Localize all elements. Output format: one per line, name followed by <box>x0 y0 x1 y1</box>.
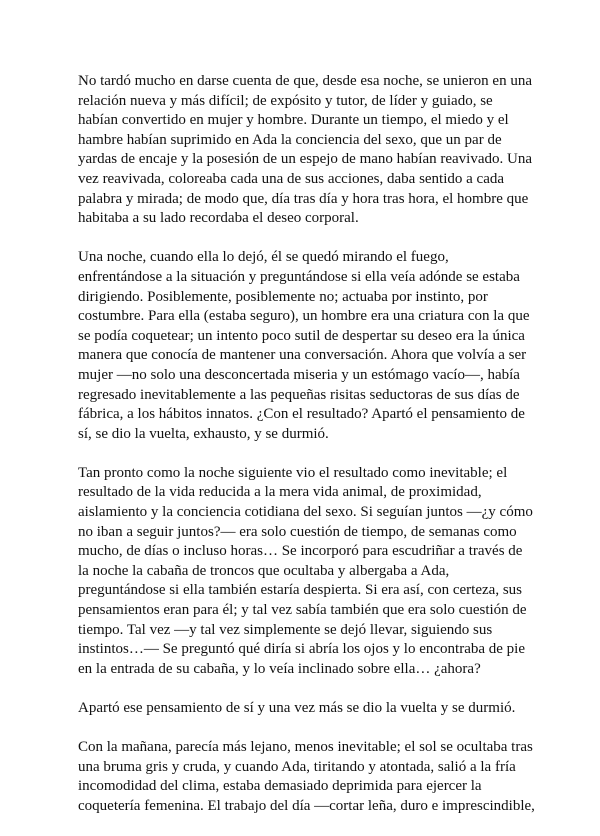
text-line: pensamientos eran para él; y tal vez sabía también que era solo cuestión de <box>78 602 527 619</box>
text-line: mucho, de días o incluso horas… Se incorporó para escudriñar a través de <box>78 543 523 560</box>
text-line: No tardó mucho en darse cuenta de que, desde esa noche, se unieron en una <box>78 73 532 89</box>
text-line: coquetería femenina. El trabajo del día —cortar leña, duro e imprescindible, <box>78 797 535 814</box>
text-line: habitaba a su lado recordaba el deseo corporal. <box>78 210 359 227</box>
paragraph-1 <box>78 72 532 229</box>
text-line: hambre habían suprimido en Ada la conciencia del sexo, que un par de <box>78 131 502 148</box>
document-page <box>78 72 535 836</box>
text-line: incomodidad del clima, estaba demasiado deprimida para ejercer la <box>78 778 482 795</box>
text-line: en la entrada de su cabaña, y lo veía inclinado sobre ella… ¿ahora? <box>78 660 481 677</box>
text-line: resultado de la vida reducida a la mera vida animal, de proximidad, <box>78 484 482 501</box>
paragraph-5 <box>78 738 535 816</box>
text-line: Una noche, cuando ella lo dejó, él se quedó mirando el fuego, <box>78 249 449 266</box>
text-line: Con la mañana, parecía más lejano, menos inevitable; el sol se ocultaba tras <box>78 739 533 756</box>
text-line: palabra y mirada; de modo que, día tras día y hora tras hora, el hombre que <box>78 190 529 207</box>
text-line: habían convertido en mujer y hombre. Durante un tiempo, el miedo y el <box>78 112 509 129</box>
text-line: una bruma gris y cruda, y cuando Ada, tiritando y atontada, salió a la fría <box>78 758 516 775</box>
text-line: sí, se dio la vuelta, exhausto, y se durmió. <box>78 425 329 442</box>
text-line: Tan pronto como la noche siguiente vio el resultado como inevitable; el <box>78 464 508 481</box>
text-line: yardas de encaje y la posesión de un espejo de mano habían reavivado. Una <box>78 151 532 168</box>
text-line: vez reavivada, coloreaba cada una de sus acciones, daba sentido a cada <box>78 170 505 187</box>
text-line: mujer —no solo una desconcertada miseria y un estómago vacío—, había <box>78 366 520 383</box>
text-line: la noche la cabaña de troncos que ocultaba y albergaba a Ada, <box>78 562 450 579</box>
paragraph-3 <box>78 464 533 680</box>
text-line: no iban a seguir juntos?— era solo cuestión de tiempo, de semanas como <box>78 523 517 540</box>
text-line: aislamiento y la conciencia cotidiana del sexo. Si seguían juntos —¿y cómo <box>78 504 533 521</box>
text-line: fábrica, a los hábitos innatos. ¿Con el resultado? Apartó el pensamiento de <box>78 406 525 423</box>
text-line: dirigiendo. Posiblemente, posiblemente no; actuaba por instinto, por <box>78 288 488 305</box>
text-line: instintos…— Se preguntó qué diría si abría los ojos y lo encontraba de pie <box>78 641 525 658</box>
paragraph-4 <box>78 699 528 719</box>
text-line: se podía coquetear; un intento poco sutil de despertar su deseo era la única <box>78 327 525 344</box>
text-line: regresado inevitablemente a las pequeñas risitas seductoras de sus días de <box>78 386 520 403</box>
text-line: Apartó ese pensamiento de sí y una vez más se dio la vuelta y se durmió. <box>78 700 516 716</box>
paragraph-2 <box>78 248 528 444</box>
text-line: relación nueva y más difícil; de expósito y tutor, de líder y guiado, se <box>78 92 493 109</box>
text-line: costumbre. Para ella (estaba seguro), un hombre era una criatura con la que <box>78 308 530 325</box>
text-line: tiempo. Tal vez —y tal vez simplemente se dejó llevar, siguiendo sus <box>78 621 493 638</box>
text-line: enfrentándose a la situación y preguntándose si ella veía adónde se estaba <box>78 268 520 285</box>
text-line: manera que conocía de mantener una conversación. Ahora que volvía a ser <box>78 347 527 364</box>
text-line: preguntándose si ella también estaría despierta. Si era así, con certeza, sus <box>78 582 522 599</box>
